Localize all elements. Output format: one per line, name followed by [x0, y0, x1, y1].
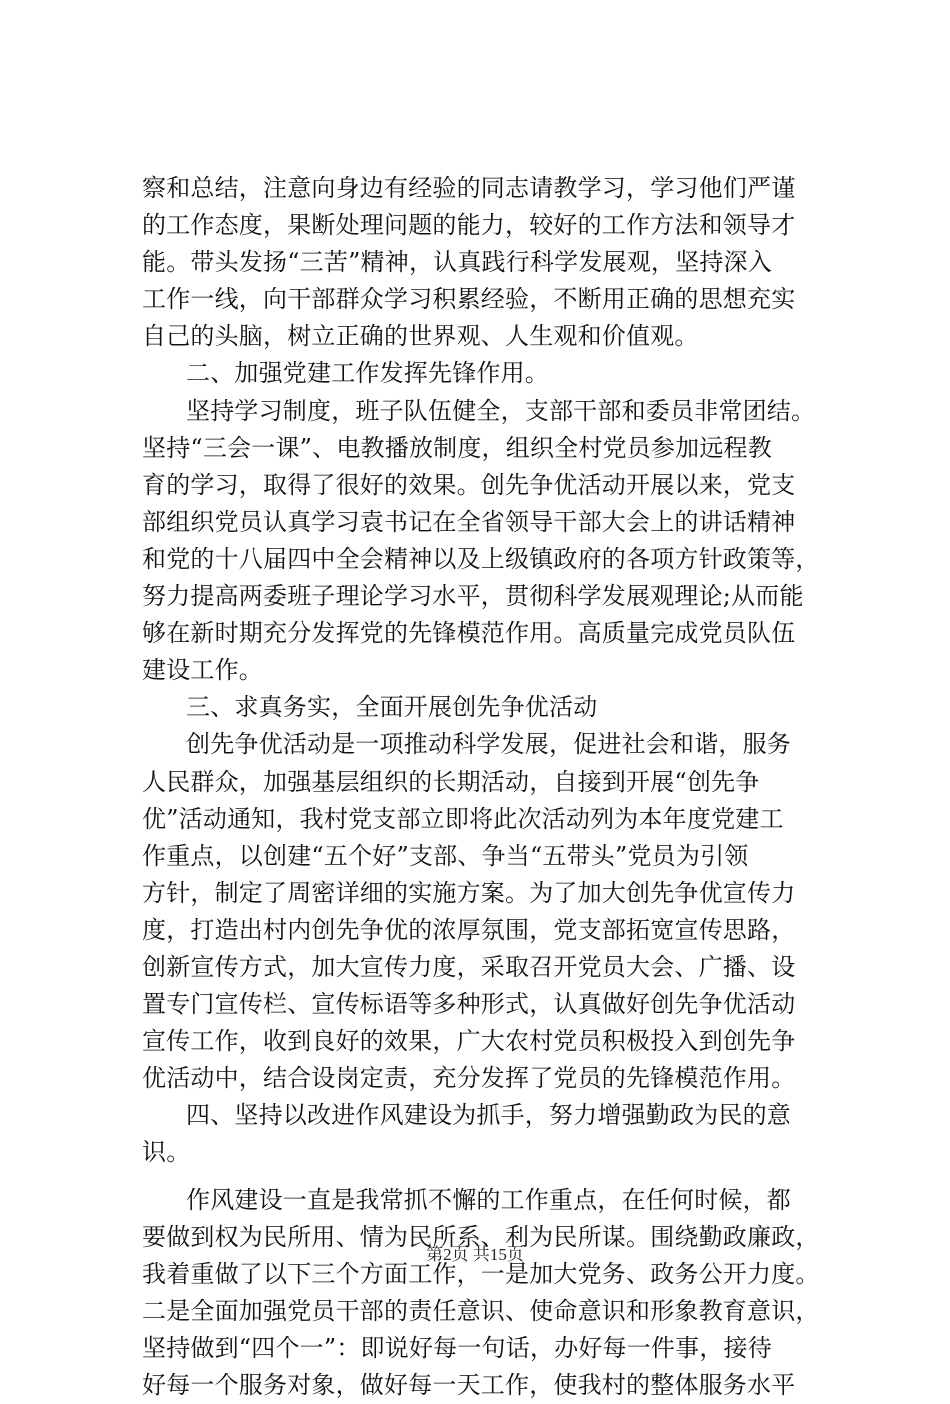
text-line: 坚持学习制度，班子队伍健全，支部干部和委员非常团结。: [186, 396, 816, 425]
text-line: 优活动中，结合设岗定责，充分发挥了党员的先锋模范作用。: [142, 1064, 796, 1093]
text-line: 方针，制定了周密详细的实施方案。为了加大创先争优宣传力: [142, 878, 796, 907]
text-line: 努力提高两委班子理论学习水平，贯彻科学发展观理论;从而能: [142, 582, 804, 611]
text-line: 建设工作。: [142, 656, 263, 685]
text-line: 创先争优活动是一项推动科学发展，促进社会和谐，服务: [186, 730, 791, 759]
document-body: [142, 170, 842, 1404]
text-line: 够在新时期充分发挥党的先锋模范作用。高质量完成党员队伍: [142, 619, 796, 648]
text-line: 二是全面加强党员干部的责任意识、使命意识和形象教育意识，: [142, 1296, 820, 1325]
text-line: 二、加强党建工作发挥先锋作用。: [186, 359, 549, 388]
page-number-footer: 第2页 共15页: [426, 1245, 524, 1264]
text-line: 宣传工作，收到良好的效果，广大农村党员积极投入到创先争: [142, 1027, 796, 1056]
text-line: 三、求真务实，全面开展创先争优活动: [186, 693, 598, 722]
text-line: 置专门宣传栏、宣传标语等多种形式，认真做好创先争优活动: [142, 990, 796, 1019]
text-line: 和党的十八届四中全会精神以及上级镇政府的各项方针政策等，: [142, 544, 820, 573]
text-line: 我着重做了以下三个方面工作，一是加大党务、政务公开力度。: [142, 1259, 820, 1288]
text-line: 部组织党员认真学习袁书记在全省领导干部大会上的讲话精神: [142, 507, 796, 536]
text-line: 坚持“三会一课”、电教播放制度，组织全村党员参加远程教: [142, 433, 772, 462]
text-line: 作重点，以创建“五个好”支部、争当“五带头”党员为引领: [142, 841, 749, 870]
text-line: 的工作态度，果断处理问题的能力，较好的工作方法和领导才: [142, 211, 796, 240]
text-line: 好每一个服务对象，做好每一天工作，使我村的整体服务水平: [142, 1371, 796, 1399]
text-line: 识。: [142, 1138, 191, 1167]
text-line: 要做到权为民所用、情为民所系、利为民所谋。围绕勤政廉政，: [142, 1222, 820, 1251]
text-line: 创新宣传方式，加大宣传力度，采取召开党员大会、广播、设: [142, 952, 796, 981]
text-line: 四、坚持以改进作风建设为抓手，努力增强勤政为民的意: [186, 1101, 791, 1130]
text-line: 坚持做到“四个一”：即说好每一句话，办好每一件事，接待: [142, 1333, 772, 1362]
text-line: 能。带头发扬“三苦”精神，认真践行科学发展观，坚持深入: [142, 248, 772, 277]
text-line: 自己的头脑，树立正确的世界观、人生观和价值观。: [142, 322, 699, 351]
text-line: 优”活动通知，我村党支部立即将此次活动列为本年度党建工: [142, 804, 784, 833]
text-line: 人民群众，加强基层组织的长期活动，自接到开展“创先争: [142, 767, 760, 796]
text-line: 察和总结，注意向身边有经验的同志请教学习，学习他们严谨: [142, 174, 796, 202]
text-line: 育的学习，取得了很好的效果。创先争优活动开展以来，党支: [142, 470, 796, 499]
text-line: 度，打造出村内创先争优的浓厚氛围，党支部拓宽宣传思路，: [142, 915, 796, 944]
text-line: 作风建设一直是我常抓不懈的工作重点，在任何时候，都: [186, 1185, 791, 1214]
text-line: 工作一线，向干部群众学习积累经验，不断用正确的思想充实: [142, 285, 796, 314]
